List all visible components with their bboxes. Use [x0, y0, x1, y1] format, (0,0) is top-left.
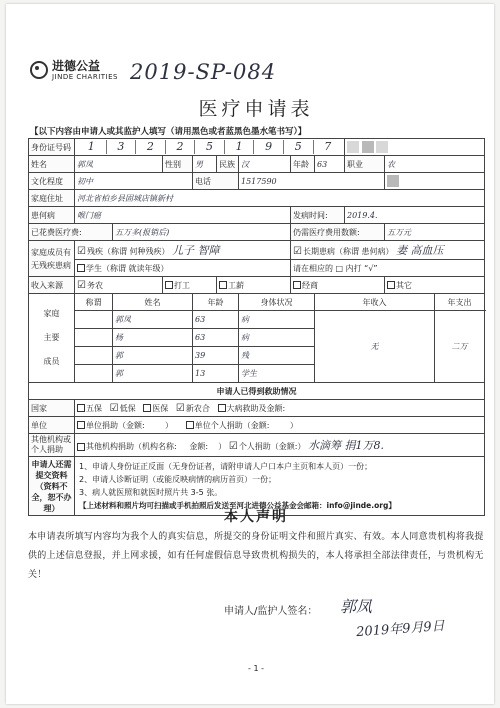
address-label: 家庭住址 — [29, 190, 75, 207]
income-source-text: 务农 — [86, 280, 103, 290]
family-col-relation: 称谓 — [75, 294, 113, 311]
other-assistance-row — [29, 434, 485, 457]
unit-option-text: 单位个人捐助（金额: — [194, 420, 270, 430]
family-relation[interactable] — [75, 311, 113, 329]
unit-assistance-row — [29, 417, 485, 434]
income-source-option[interactable] — [217, 277, 291, 294]
cost-label: 已花费医疗费: — [29, 224, 113, 241]
org-logo-name: 进德公益 — [52, 59, 101, 73]
id-label: 身份证号码 — [29, 139, 75, 156]
submit-item: 1、申请人身份证正反面（无身份证者，请附申请人户口本户主页和本人页）一份； — [79, 462, 373, 471]
disability-text: 残疾（称谓 何种残疾） — [86, 247, 170, 256]
checkmark-icon: ☑ — [293, 246, 302, 257]
gov-option-text: 新农合 — [185, 403, 210, 413]
name-label: 姓名 — [29, 156, 75, 173]
expected-cost-field[interactable]: 五万元 — [385, 224, 485, 241]
student-field[interactable] — [75, 260, 291, 277]
family-age[interactable]: 39 — [193, 347, 239, 365]
id-digit: 1 — [77, 140, 107, 154]
onset-field[interactable]: 2019.4. — [345, 207, 485, 224]
income-source-text: 其它 — [396, 280, 412, 290]
unit-option-close: ） — [289, 420, 298, 430]
checkmark-icon: ☑ — [175, 402, 185, 414]
gov-option-text: 大病救助及金额: — [226, 403, 286, 413]
phone-redacted-area — [385, 173, 485, 190]
other-option-close: ） — [297, 442, 306, 451]
page-number: - 1 - — [248, 664, 264, 673]
checkbox — [143, 404, 151, 412]
family-age[interactable]: 63 — [193, 311, 239, 329]
gov-label: 国家 — [29, 400, 75, 417]
other-assistance-note: 水滴筹 捐1万8. — [308, 439, 385, 452]
address-row — [29, 190, 485, 207]
unit-option-text: 单位捐助（金额: — [86, 420, 145, 430]
other-option-text: 金额: — [189, 442, 209, 451]
family-name[interactable]: 郭 — [113, 365, 193, 383]
income-source-option[interactable] — [385, 277, 485, 294]
id-digit: 7 — [324, 140, 332, 153]
education-field[interactable]: 初中 — [75, 173, 193, 190]
phone-field[interactable]: 1517590 — [239, 173, 385, 190]
onset-label: 发病时间: — [291, 207, 345, 224]
other-option-text: 其他机构捐助（机构名称: — [86, 442, 177, 451]
ethnicity-field[interactable]: 汉 — [239, 156, 291, 173]
family-row — [29, 311, 485, 329]
cost-row — [29, 224, 485, 241]
id-digit: 5 — [195, 140, 225, 154]
statement-title: 本人声明 — [224, 509, 288, 525]
id-digit: 9 — [254, 140, 284, 154]
application-form-table — [28, 138, 485, 516]
ethnicity-label: 民族 — [217, 156, 239, 173]
unit-label: 单位 — [29, 417, 75, 434]
student-text: 学生（称谓 就读年级） — [86, 263, 169, 273]
id-digit: 1 — [225, 140, 255, 154]
checkmark-icon: ☑ — [77, 279, 86, 291]
income-source-text: 工薪 — [228, 280, 244, 290]
email-note: 【上述材料和照片均可扫描或手机拍照后发送至河北进德公益基金会邮箱：info@jinde.org】 — [79, 501, 396, 510]
family-header-row — [29, 294, 485, 311]
family-age[interactable]: 13 — [193, 365, 239, 383]
gov-assistance-row — [29, 400, 485, 417]
disability-label: 家庭成员有无残疾患病 — [29, 241, 75, 277]
disease-row — [29, 207, 485, 224]
family-col-expense: 年支出 — [435, 294, 485, 311]
family-members-label — [29, 294, 75, 383]
income-source-option[interactable] — [75, 277, 163, 294]
unit-option-close: ） — [165, 420, 174, 430]
checkbox[interactable] — [77, 264, 85, 272]
redaction-block — [387, 175, 399, 187]
org-logo — [30, 60, 118, 81]
checkmark-icon: ☑ — [77, 246, 86, 257]
checkbox — [387, 281, 395, 289]
unit-assistance-field[interactable] — [75, 417, 485, 434]
statement-text: 本申请表所填写内容均为我个人的真实信息，所提交的身份证明文件和照片真实、有效。本人同意贵机构将我提供的上述信息登报，并上网求援，如有任何虚假信息导致贵机构损失的，本人将承担全部法律责任，与贵机构无关！ — [28, 532, 484, 580]
name-row — [29, 156, 485, 173]
disability-field[interactable] — [75, 241, 291, 260]
signature-name[interactable]: 郭凤 — [340, 597, 373, 616]
gender-label: 性别 — [163, 156, 193, 173]
family-col-health: 身体状况 — [239, 294, 315, 311]
income-source-text: 经商 — [302, 280, 318, 290]
checkbox — [77, 443, 85, 451]
id-digit: 2 — [136, 140, 166, 154]
application-sheet — [6, 4, 494, 704]
disease-field[interactable]: 喉门癌 — [75, 207, 291, 224]
family-col-age: 年龄 — [193, 294, 239, 311]
family-health[interactable]: 病 — [239, 311, 315, 329]
checkbox — [293, 281, 301, 289]
checkbox — [218, 404, 226, 412]
address-field[interactable]: 河北省柏乡县固城店镇新村 — [75, 190, 485, 207]
family-label-line: 主要 — [43, 333, 60, 342]
income-source-option[interactable] — [163, 277, 217, 294]
submit-item: 2、申请人诊断证明（或能反映病情的病历首页）一份； — [79, 475, 277, 484]
family-health[interactable]: 残 — [239, 347, 315, 365]
chronic-value: 妻 高血压 — [396, 244, 444, 257]
family-health[interactable]: 病 — [239, 329, 315, 347]
check-instruction: 请在相应的 □ 内打 “√” — [291, 260, 485, 277]
checkbox — [165, 281, 173, 289]
form-title: 医疗申请表 — [198, 98, 314, 120]
income-source-text: 打工 — [174, 280, 190, 290]
family-label-line: 家庭 — [43, 309, 60, 318]
family-relation[interactable] — [75, 365, 113, 383]
education-row — [29, 173, 485, 190]
occupation-field[interactable]: 农 — [385, 156, 485, 173]
checkbox — [219, 281, 227, 289]
occupation-label: 职业 — [345, 156, 385, 173]
id-digit-cells — [77, 140, 342, 154]
family-name[interactable]: 杨 — [113, 329, 193, 347]
age-field[interactable]: 63 — [315, 156, 345, 173]
income-source-row — [29, 277, 485, 294]
expected-cost-label: 仍需医疗费用数额: — [291, 224, 385, 241]
chronic-text: 长期患病（称谓 患何病） — [302, 247, 394, 256]
redaction-block — [347, 141, 359, 153]
family-relation[interactable] — [75, 347, 113, 365]
family-relation[interactable] — [75, 329, 113, 347]
org-logo-icon — [30, 61, 48, 79]
org-logo-sub: JINDE CHARITIES — [52, 73, 118, 81]
other-assistance-field[interactable] — [75, 434, 485, 457]
id-redacted-area — [345, 139, 485, 156]
redaction-block — [362, 141, 374, 153]
submit-label: 申请人还需提交资料（资料不全，恕不办理） — [29, 457, 75, 516]
cost-field[interactable]: 五万多(报销后) — [113, 224, 291, 241]
other-option-close: ） — [218, 442, 227, 451]
family-name[interactable]: 郭凤 — [113, 311, 193, 329]
name-field[interactable]: 郭凤 — [75, 156, 163, 173]
checkbox — [77, 421, 85, 429]
family-health[interactable]: 学生 — [239, 365, 315, 383]
id-digit: 3 — [107, 140, 137, 154]
file-number: 2019-SP-084 — [130, 60, 277, 84]
family-col-income: 年收入 — [315, 294, 435, 311]
gov-option-text: 低保 — [119, 403, 136, 413]
assistance-title-row — [29, 383, 485, 400]
chronic-field[interactable] — [291, 241, 485, 260]
age-label: 年龄 — [291, 156, 315, 173]
id-row — [29, 139, 485, 156]
gov-option-text: 五保 — [86, 403, 102, 413]
other-option-text: 个人捐助（金额: — [238, 442, 298, 451]
disease-label: 患何病 — [29, 207, 75, 224]
id-digit: 2 — [166, 140, 196, 154]
checkbox — [186, 421, 194, 429]
family-col-name: 姓名 — [113, 294, 193, 311]
signature-label: 申请人/监护人签名： — [224, 606, 318, 617]
income-source-option[interactable] — [291, 277, 385, 294]
family-label-line: 成员 — [43, 357, 60, 366]
family-name[interactable]: 郭 — [113, 347, 193, 365]
gender-field[interactable]: 男 — [193, 156, 217, 173]
redaction-block — [376, 141, 388, 153]
id-number-field[interactable] — [75, 139, 345, 156]
form-note: 【以下内容由申请人或其监护人填写（请用黑色或者蓝黑色墨水笔书写）】 — [30, 127, 307, 137]
signature-date[interactable]: 2019年9月9日 — [355, 618, 446, 641]
id-digit: 5 — [284, 140, 314, 154]
submit-item: 3、病人就医照和就医时照片共 3-5 张。 — [79, 488, 223, 497]
gov-assistance-field[interactable] — [75, 400, 485, 417]
family-income-total[interactable]: 无 — [315, 311, 435, 383]
phone-label: 电话 — [193, 173, 239, 190]
checkbox — [77, 404, 85, 412]
disability-row — [29, 241, 485, 260]
checkmark-icon: ☑ — [109, 402, 119, 414]
gov-option-text: 医保 — [152, 403, 169, 413]
income-source-label: 收入来源 — [29, 277, 75, 294]
family-age[interactable]: 63 — [193, 329, 239, 347]
assistance-section-title: 申请人已得到救助情况 — [29, 383, 485, 400]
student-row — [29, 260, 485, 277]
education-label: 文化程度 — [29, 173, 75, 190]
other-label: 其他机构或个人捐助 — [29, 434, 75, 457]
checkmark-icon: ☑ — [228, 441, 238, 452]
disability-value: 儿子 智障 — [172, 244, 220, 257]
family-expense-total[interactable]: 二万 — [435, 311, 485, 383]
